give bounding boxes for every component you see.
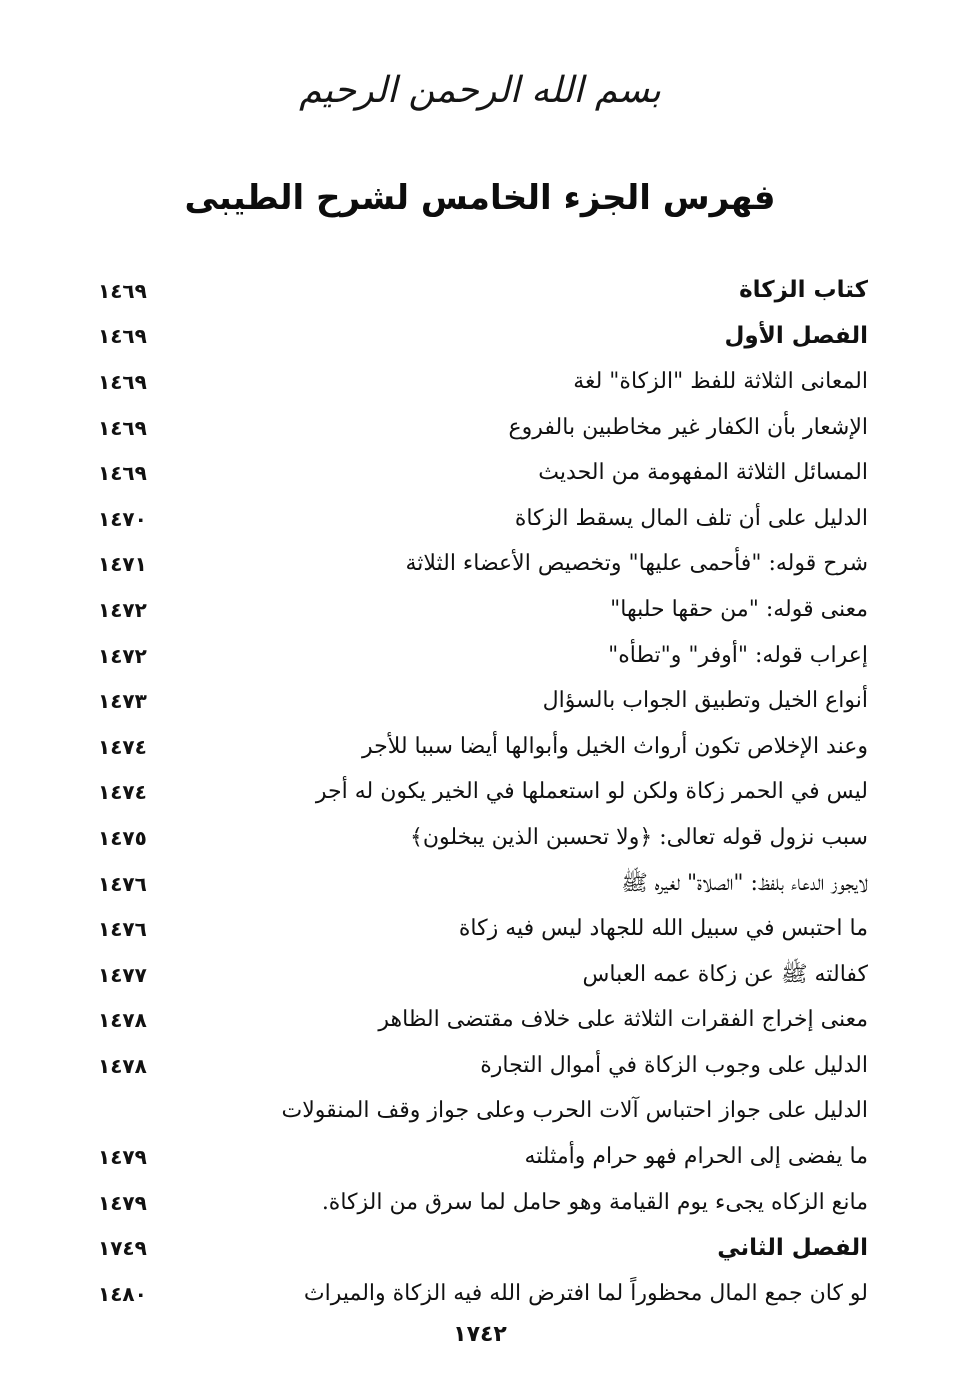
toc-entry-title: مانع الزكاه يجىء يوم القيامة وهو حامل لما سرق من الزكاة.	[321, 1189, 868, 1215]
toc-entry-title: شرح قوله: "فأحمى عليها" وتخصيص الأعضاء الثلاثة	[405, 551, 868, 577]
toc-entry	[88, 906, 868, 952]
toc-entry-page-number: ١٤٧٤	[98, 734, 147, 759]
toc-entry-page-number: ١٤٧٩	[98, 1190, 147, 1215]
toc-section-heading: كتاب الزكاة	[739, 277, 868, 304]
toc-entry	[88, 1043, 868, 1089]
toc-entry-page-number: ١٤٧٩	[98, 1145, 147, 1170]
toc-entry-page-number: ١٤٦٩	[98, 369, 147, 394]
toc-entry	[88, 770, 868, 816]
toc-entry-page-number: ١٤٧٨	[98, 1008, 147, 1033]
toc-entry-title: معنى إخراج الفقرات الثلاثة على خلاف مقتضى الظاهر	[378, 1007, 868, 1033]
toc-entry	[88, 1271, 868, 1317]
toc-entry-title: معنى قوله: "من حقها حلبها"	[610, 596, 868, 622]
toc-entry-title: وعند الإخلاص تكون أرواث الخيل وأبوالها أيضا سببا للأجر	[361, 733, 868, 759]
toc-entry-page-number: ١٤٧٣	[98, 689, 147, 714]
toc-entry	[88, 496, 868, 542]
toc-entry-title: ما يفضى إلى الحرام فهو حرام وأمثلته	[524, 1144, 868, 1170]
toc-entry-page-number: ١٤٧٧	[98, 962, 147, 987]
basmala: بسم الله الرحمن الرحيم	[299, 70, 661, 111]
toc-entry-title: الدليل على وجوب الزكاة في أموال التجارة	[480, 1052, 868, 1078]
toc-entry	[88, 268, 868, 314]
toc-entry-page-number: ١٤٧٤	[98, 780, 147, 805]
toc-entry	[88, 450, 868, 496]
toc-entry	[88, 314, 868, 360]
toc-entry	[88, 587, 868, 633]
toc-entry-title: المعانى الثلاثة للفظ "الزكاة" لغة	[573, 368, 868, 394]
toc-entry	[88, 1180, 868, 1226]
toc-entry-page-number: ١٤٧٢	[98, 597, 147, 622]
toc-entry-title: أنواع الخيل وتطبيق الجواب بالسؤال	[542, 688, 868, 714]
toc-entry-page-number: ١٤٦٩	[98, 324, 147, 349]
toc-entry-page-number: ١٤٦٩	[98, 415, 147, 440]
toc-entry-page-number: ١٧٤٩	[98, 1236, 147, 1261]
toc-entry	[88, 724, 868, 770]
toc-entry	[88, 678, 868, 724]
toc-entry	[88, 542, 868, 588]
toc-section-heading: الفصل الثاني	[717, 1234, 868, 1261]
toc-entry	[88, 1089, 868, 1135]
toc-entry-title: كفالته ﷺ عن زكاة عمه العباس	[582, 961, 868, 987]
toc-entry	[88, 815, 868, 861]
toc-entry	[88, 1225, 868, 1271]
toc-entry	[88, 405, 868, 451]
toc-entry	[88, 998, 868, 1044]
toc-entry-title: لو كان جمع المال محظوراً لما افترض الله فيه الزكاة والميراث	[303, 1280, 868, 1306]
toc-entry-page-number: ١٤٧٠	[98, 506, 147, 531]
toc-entry-title: لايجوز الدعاء بلفظ: "الصلاة" لغيره ﷺ	[621, 870, 868, 896]
toc-entry-page-number: ١٤٧٦	[98, 917, 147, 942]
toc-entry	[88, 1134, 868, 1180]
toc-entry	[88, 952, 868, 998]
toc-entry-title: المسائل الثلاثة المفهومة من الحديث	[538, 460, 868, 486]
toc-entry-page-number: ١٤٧٢	[98, 643, 147, 668]
toc-entry	[88, 359, 868, 405]
toc-entry-page-number: ١٤٧٨	[98, 1053, 147, 1078]
toc-entry-title: إعراب قوله: "أوفر" و"تطأه"	[608, 642, 868, 668]
page-number: ١٧٤٢	[453, 1322, 507, 1347]
toc-section-heading: الفصل الأول	[724, 322, 868, 349]
toc-entry	[88, 633, 868, 679]
toc-entry-page-number: ١٤٦٩	[98, 278, 147, 303]
toc-entry-title: ما احتبس في سبيل الله للجهاد ليس فيه زكاة	[458, 916, 868, 942]
table-of-contents	[88, 268, 868, 1317]
toc-entry	[88, 861, 868, 907]
toc-entry-page-number: ١٤٧٥	[98, 825, 147, 850]
toc-entry-page-number: ١٤٧١	[98, 552, 147, 577]
page-title: فهرس الجزء الخامس لشرح الطيبى	[184, 178, 776, 218]
toc-entry-title: ليس في الحمر زكاة ولكن لو استعملها في الخير يكون له أجر	[315, 779, 868, 805]
toc-entry-page-number: ١٤٨٠	[98, 1281, 147, 1306]
toc-entry-page-number: ١٤٦٩	[98, 461, 147, 486]
toc-entry-title: سبب نزول قوله تعالى: ﴿ولا تحسبن الذين يبخلون﴾	[409, 824, 868, 850]
toc-entry-title: الإشعار بأن الكفار غير مخاطبين بالفروع	[508, 414, 868, 440]
toc-entry-title: الدليل على أن تلف المال يسقط الزكاة	[514, 505, 868, 531]
toc-entry-page-number: ١٤٧٦	[98, 871, 147, 896]
toc-entry-title: الدليل على جواز احتباس آلات الحرب وعلى جواز وقف المنقولات	[281, 1098, 868, 1124]
